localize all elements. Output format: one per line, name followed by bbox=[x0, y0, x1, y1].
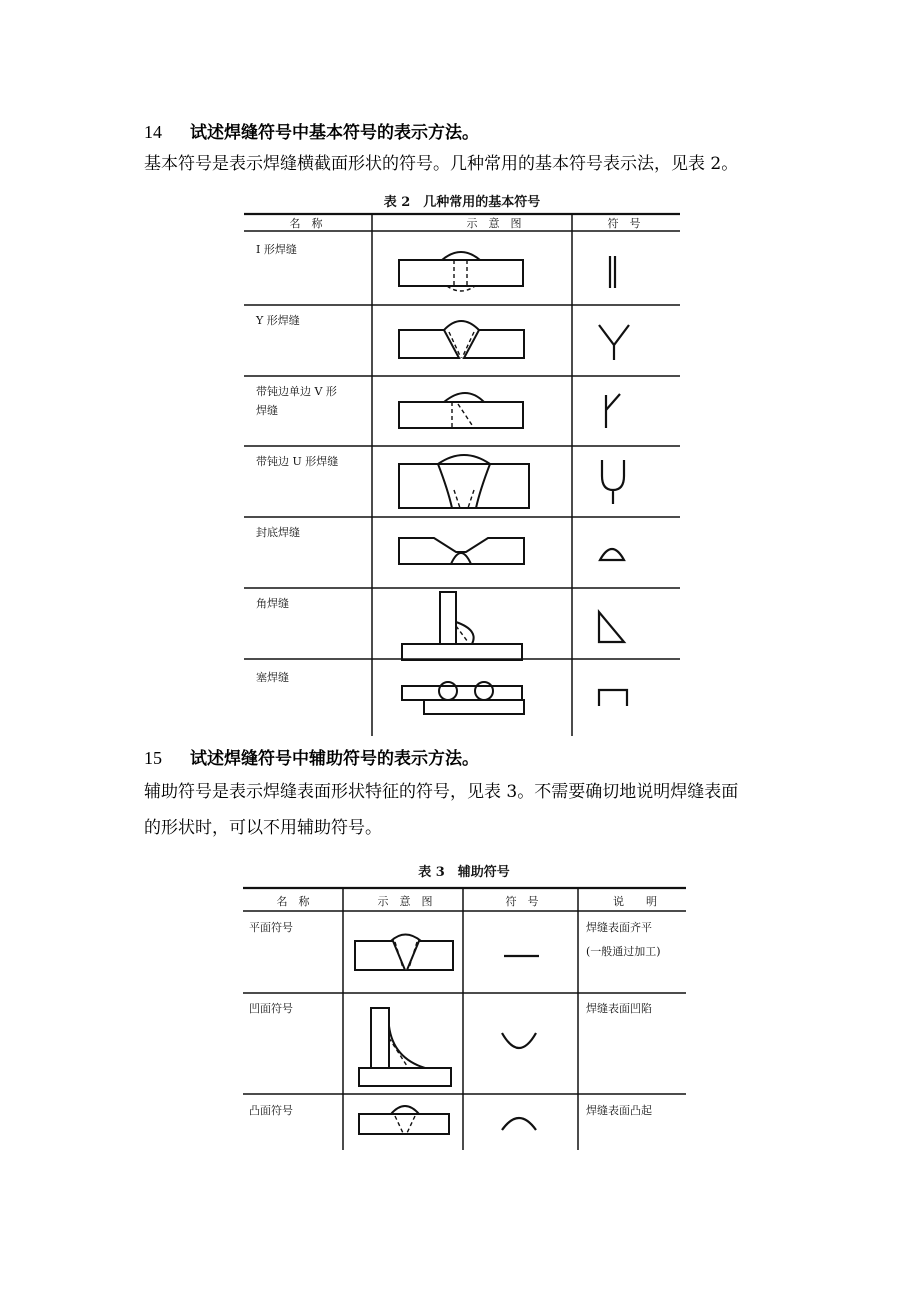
table-2 bbox=[244, 190, 680, 736]
fillet-weld-symbol bbox=[599, 612, 624, 642]
question-title: 试述焊缝符号中基本符号的表示方法。 bbox=[190, 123, 479, 143]
table-3-caption: 表 3 辅助符号 bbox=[418, 865, 510, 880]
row-name-convex: 凸面符号 bbox=[249, 1104, 293, 1117]
table-2-header-name: 名 称 bbox=[289, 217, 323, 230]
desc-concave: 焊缝表面凹陷 bbox=[586, 1002, 652, 1015]
question-number: 14 bbox=[144, 122, 162, 142]
single-v-weld-symbol bbox=[606, 394, 620, 428]
u-weld-diagram bbox=[399, 455, 529, 508]
row-name-fillet-weld: 角焊缝 bbox=[256, 597, 289, 610]
table-3-header-figure: 示 意 图 bbox=[377, 895, 433, 908]
table-3-header-symbol: 符 号 bbox=[505, 895, 539, 908]
fillet-weld-diagram bbox=[402, 592, 522, 660]
table-2-header-figure: 示 意 图 bbox=[466, 217, 522, 230]
row-name-concave: 凹面符号 bbox=[249, 1002, 293, 1015]
concave-weld-diagram bbox=[359, 1008, 451, 1086]
row-name-backing-weld: 封底焊缝 bbox=[256, 526, 300, 539]
question-title: 试述焊缝符号中辅助符号的表示方法。 bbox=[190, 749, 479, 769]
table-3-header-desc: 说 明 bbox=[613, 895, 657, 908]
table-2-header-symbol: 符 号 bbox=[607, 217, 641, 230]
question-14-heading bbox=[144, 118, 479, 143]
plug-weld-diagram bbox=[402, 682, 524, 714]
row-name-single-v-weld: 带钝边单边 V 形 bbox=[256, 385, 337, 398]
row-name-i-weld: I 形焊缝 bbox=[256, 243, 297, 256]
paragraph-15-line-2: 的形状时，可以不用辅助符号。 bbox=[144, 818, 382, 838]
table-2-drawing bbox=[244, 190, 680, 736]
table-3 bbox=[243, 858, 686, 1150]
i-weld-symbol bbox=[610, 256, 615, 288]
convex-weld-diagram bbox=[359, 1106, 449, 1134]
table-2-caption: 表 2 几种常用的基本符号 bbox=[383, 195, 541, 210]
table-3-header-name: 名 称 bbox=[276, 895, 310, 908]
y-weld-symbol bbox=[599, 325, 629, 360]
paragraph-14: 基本符号是表示焊缝横截面形状的符号。几种常用的基本符号表示法，见表 2。 bbox=[144, 154, 739, 174]
y-weld-diagram bbox=[399, 321, 524, 358]
plug-weld-symbol bbox=[599, 690, 627, 706]
desc-flat: 焊缝表面齐平 bbox=[586, 921, 652, 934]
row-name-u-weld: 带钝边 U 形焊缝 bbox=[256, 455, 339, 468]
backing-weld-diagram bbox=[399, 538, 524, 564]
convex-symbol bbox=[502, 1118, 536, 1130]
flat-weld-diagram bbox=[355, 935, 453, 971]
table-3-drawing bbox=[243, 858, 686, 1150]
single-v-weld-diagram bbox=[399, 393, 523, 428]
row-name-y-weld: Y 形焊缝 bbox=[256, 314, 300, 327]
row-name-plug-weld: 塞焊缝 bbox=[256, 671, 289, 684]
question-15-heading bbox=[144, 744, 479, 769]
row-name-single-v-weld-line2: 焊缝 bbox=[256, 404, 278, 417]
i-weld-diagram bbox=[399, 252, 523, 291]
desc-convex: 焊缝表面凸起 bbox=[586, 1104, 652, 1117]
u-weld-symbol bbox=[602, 460, 624, 504]
paragraph-15-line-1: 辅助符号是表示焊缝表面形状特征的符号，见表 3。不需要确切地说明焊缝表面 bbox=[144, 782, 739, 802]
backing-weld-symbol bbox=[600, 549, 624, 560]
row-name-flat: 平面符号 bbox=[249, 921, 293, 934]
desc-flat-line2: (一般通过加工) bbox=[586, 945, 661, 958]
question-number: 15 bbox=[144, 748, 162, 768]
concave-symbol bbox=[502, 1033, 536, 1048]
